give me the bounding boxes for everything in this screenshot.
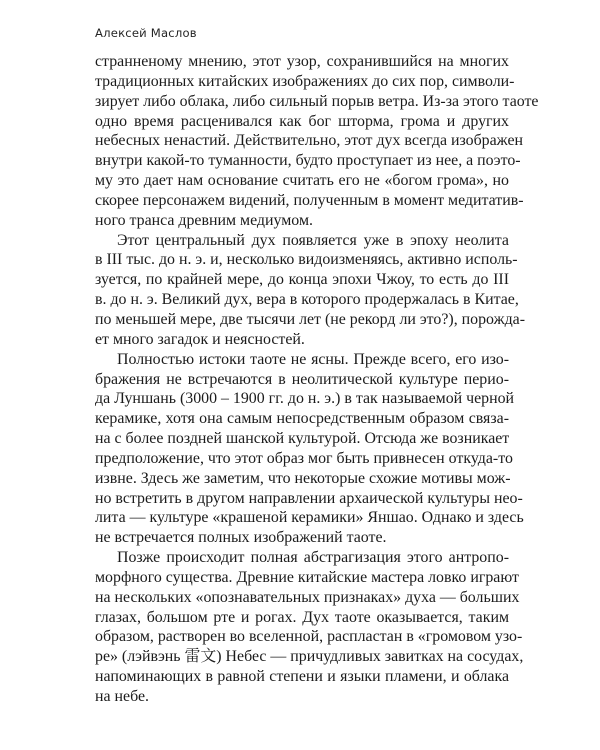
text-line: Позже происходит полная абстрагизация этого антропо- <box>117 549 509 567</box>
text-line: му это дает нам основание считать его не «богом грома», но <box>95 172 509 190</box>
text-line: на с более поздней шанской культурой. Отсюда же возникает <box>95 430 510 448</box>
text-line: напоминающих в равной степени и языки пламени, и облака <box>95 668 509 686</box>
text-line: бражения не встречаются в неолитической культуре перио- <box>95 370 509 388</box>
text-line: морфного существа. Древние китайские мастера ловко играют <box>95 568 519 586</box>
text-line: зирует либо облака, либо сильный порыв ветра. Из-за этого таоте <box>95 92 539 110</box>
text-line: на нескольких «опознавательных признаках» духа — больших <box>95 588 520 606</box>
text-line: внутри какой-то туманности, будто проступает из нее, а поэто- <box>95 152 521 170</box>
text-line: в. до н. э. Великий дух, вера в которого продержалась в Китае, <box>95 291 519 309</box>
body-text <box>95 52 539 707</box>
text-line: не встречается полных изображений таоте. <box>95 529 387 547</box>
text-line: образом, растворен во вселенной, распластан в «громовом узо- <box>95 628 523 646</box>
text-line: странненому мнению, этот узор, сохранившийся на многих <box>95 53 509 70</box>
text-line: предположение, что этот образ мог быть привнесен откуда-то <box>95 449 513 467</box>
text-line: в III тыс. до н. э. и, несколько видоизменяясь, активно исполь- <box>95 251 518 269</box>
text-line: ре» (лэйвэнь 雷文) Небес — причудливых завитках на сосудах, <box>95 648 524 666</box>
text-line: глазах, большом рте и рогах. Дух таоте оказывается, таким <box>95 608 509 626</box>
paragraph-2 <box>95 231 525 350</box>
text-line: ного транса древним медиумом. <box>95 211 313 229</box>
paragraph-1 <box>95 52 539 231</box>
text-line: традиционных китайских изображениях до сих пор, символи- <box>95 72 515 90</box>
text-line: зуется, по крайней мере, до конца эпохи Чжоу, то есть до III <box>95 271 509 289</box>
text-line: ет много загадок и неясностей. <box>95 330 305 348</box>
text-line: на небе. <box>95 688 149 705</box>
text-line: одно время расценивался как бог шторма, грома и других <box>95 112 509 130</box>
text-line: небесных ненастий. Действительно, этот дух всегда изображен <box>95 132 524 150</box>
text-line: лита — культуре «крашеной керамики» Яншао. Однако и здесь <box>95 509 524 527</box>
paragraph-4 <box>95 548 524 707</box>
text-line: но встретить в другом направлении архаической культуры нео- <box>95 489 523 507</box>
paragraph-3 <box>95 350 524 548</box>
text-line: по меньшей мере, две тысячи лет (не рекорд ли это?), порожда- <box>95 310 525 328</box>
text-line: извне. Здесь же заметим, что некоторые схожие мотивы мож- <box>95 469 511 487</box>
running-head-author: Алексей Маслов <box>95 26 197 40</box>
text-line: Полностью истоки таоте не ясны. Прежде всего, его изо- <box>117 350 509 368</box>
text-line: керамике, хотя она самым непосредственным образом связа- <box>95 410 509 428</box>
text-line: да Луншань (3000 – 1900 гг. до н. э.) в так называемой черной <box>95 390 515 408</box>
text-line: скорее персонажем видений, полученным в момент медитатив- <box>95 191 524 209</box>
text-line: Этот центральный дух появляется уже в эпоху неолита <box>117 231 509 249</box>
